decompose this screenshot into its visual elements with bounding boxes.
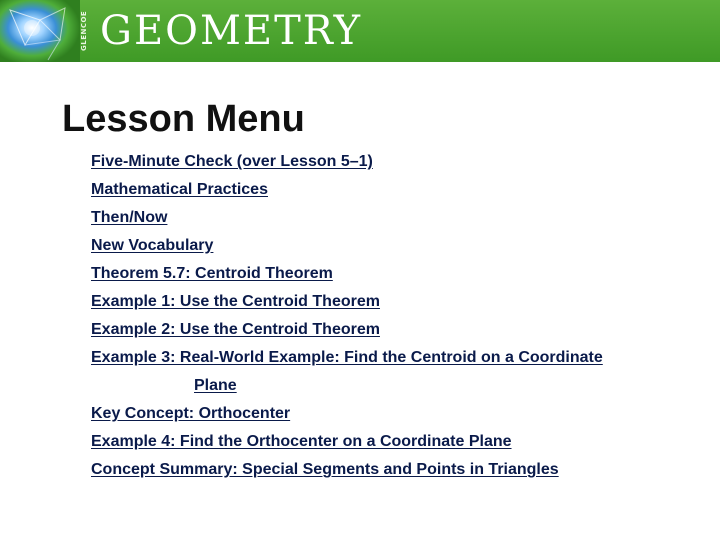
menu-item [91,316,706,344]
menu-link-five-minute-check[interactable]: Five-Minute Check (over Lesson 5–1) [91,153,373,170]
publisher-label: GLENCOE [80,10,88,52]
page-title: Lesson Menu [62,98,305,140]
header-banner [0,0,720,62]
menu-item [91,204,706,232]
menu-link-example-4[interactable]: Example 4: Find the Orthocenter on a Coordinate Plane [91,433,512,450]
menu-item [91,428,706,456]
menu-item [91,400,706,428]
menu-item [91,344,706,400]
menu-item [91,232,706,260]
menu-link-then-now[interactable]: Then/Now [91,209,168,226]
menu-link-theorem-5-7[interactable]: Theorem 5.7: Centroid Theorem [91,265,333,282]
menu-item [91,260,706,288]
menu-link-example-2[interactable]: Example 2: Use the Centroid Theorem [91,321,380,338]
menu-item [91,288,706,316]
lesson-menu [91,148,706,484]
menu-item [91,148,706,176]
menu-link-key-concept-orthocenter[interactable]: Key Concept: Orthocenter [91,405,291,422]
menu-link-mathematical-practices[interactable]: Mathematical Practices [91,181,268,198]
menu-link-example-3-continued[interactable]: Plane [194,377,237,394]
menu-link-example-3[interactable]: Example 3: Real-World Example: Find the Centroid on a Coordinate [91,349,603,366]
menu-link-example-1[interactable]: Example 1: Use the Centroid Theorem [91,293,380,310]
menu-item [91,176,706,204]
menu-item [91,456,706,484]
menu-link-concept-summary[interactable]: Concept Summary: Special Segments and Points in Triangles [91,461,559,478]
brand-title: GEOMETRY [100,8,363,54]
menu-link-new-vocabulary[interactable]: New Vocabulary [91,237,214,254]
geometry-logo-art [0,0,80,62]
